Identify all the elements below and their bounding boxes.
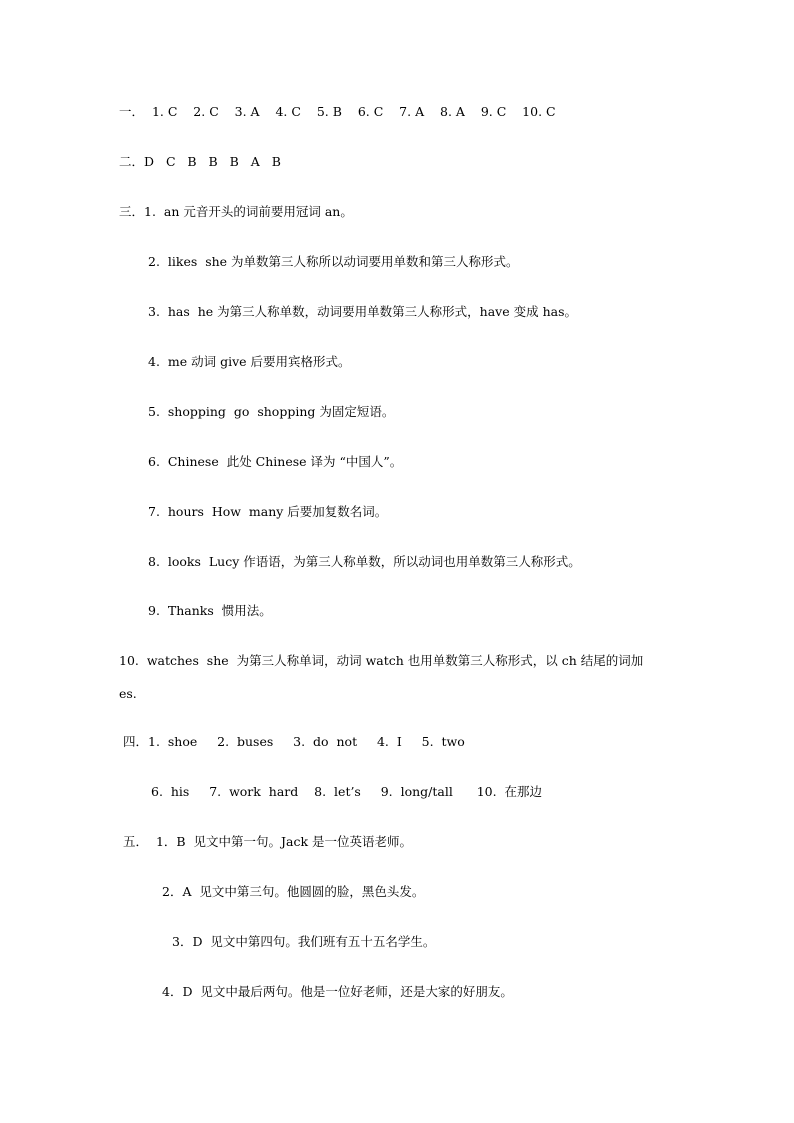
section-5-item-4: 4．D 见文中最后两句。他是一位好老师，还是大家的好朋友。 xyxy=(162,984,513,999)
section-3-item-4: 4. me 动词 give 后要用宾格形式。 xyxy=(148,354,351,369)
section-3-item-10: 10. watches she 为第三人称单词，动词 watch 也用单数第三人称形式，以 ch 结尾的词加 xyxy=(119,653,644,668)
section-1-answers: 一． 1. C 2. C 3. A 4. C 5. B 6. C 7. A 8. A 9. C 10. C xyxy=(119,104,556,119)
section-3-item-5: 5. shopping go shopping 为固定短语。 xyxy=(148,404,395,419)
section-2-answers: 二．D C B B B A B xyxy=(119,154,281,169)
section-3-item-10-continued: es. xyxy=(119,686,137,701)
section-3-item-9: 9. Thanks 惯用法。 xyxy=(148,603,272,618)
section-3-item-7: 7. hours How many 后要加复数名词。 xyxy=(148,504,388,519)
section-5-item-2: 2．A 见文中第三句。他圆圆的脸，黑色头发。 xyxy=(162,884,425,899)
section-3-item-3: 3. has he 为第三人称单数，动词要用单数第三人称形式，have 变成 has。 xyxy=(148,304,577,319)
section-5-item-3: 3．D 见文中第四句。我们班有五十五名学生。 xyxy=(172,934,436,949)
section-4-row-1: 四．1. shoe 2. buses 3. do not 4. I 5. two xyxy=(123,734,465,749)
section-3-item-8: 8. looks Lucy 作语语，为第三人称单数，所以动词也用单数第三人称形式。 xyxy=(148,554,581,569)
section-5-item-1: 五． 1．B 见文中第一句。Jack 是一位英语老师。 xyxy=(123,834,413,849)
section-3-item-1: 三．1. an 元音开头的词前要用冠词 an。 xyxy=(119,204,353,219)
section-4-row-2: 6. his 7. work hard 8. let’s 9. long/tall 10. 在那边 xyxy=(151,784,543,799)
section-3-item-2: 2. likes she 为单数第三人称所以动词要用单数和第三人称形式。 xyxy=(148,254,519,269)
section-3-item-6: 6. Chinese 此处 Chinese 译为 “中国人”。 xyxy=(148,454,403,469)
